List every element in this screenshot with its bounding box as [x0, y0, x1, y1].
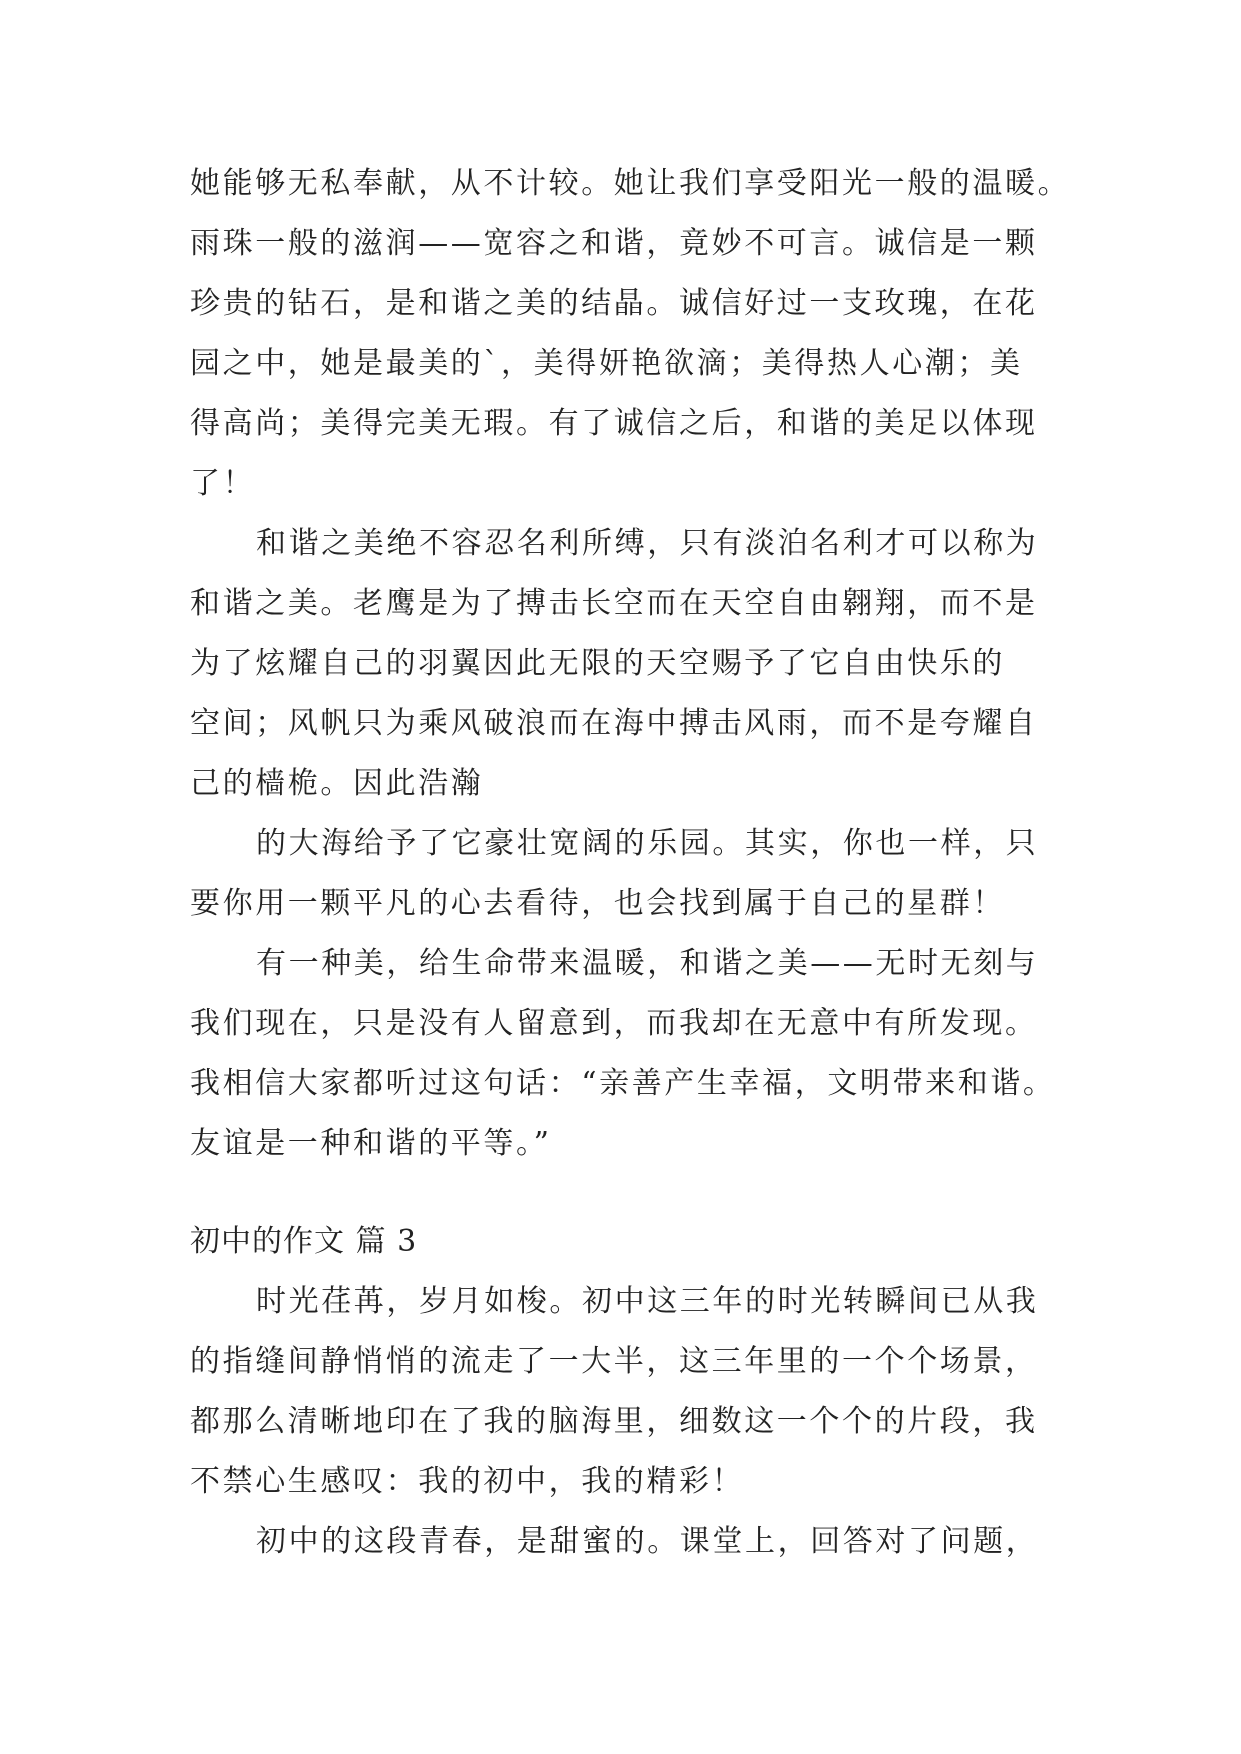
- text-line: 空间；风帆只为乘风破浪而在海中搏击风雨，而不是夸耀自: [190, 706, 1038, 741]
- paragraph-first-line: 的大海给予了它豪壮宽阔的乐园。其实，你也一样，只: [256, 826, 1039, 861]
- paragraph-first-line: 有一种美，给生命带来温暖，和谐之美——无时无刻与: [256, 946, 1039, 981]
- text-line: 为了炫耀自己的羽翼因此无限的天空赐予了它自由快乐的: [190, 646, 1005, 681]
- text-line: 了！: [190, 466, 256, 501]
- text-line: 珍贵的钻石，是和谐之美的结晶。诚信好过一支玫瑰，在花: [190, 286, 1038, 321]
- text-line: 己的樯桅。因此浩瀚: [190, 766, 484, 801]
- text-line: 她能够无私奉献，从不计较。她让我们享受阳光一般的温暖。: [190, 166, 1071, 201]
- paragraph-first-line: 和谐之美绝不容忍名利所缚，只有淡泊名利才可以称为: [256, 526, 1039, 561]
- text-line: 都那么清晰地印在了我的脑海里，细数这一个个的片段，我: [190, 1404, 1038, 1439]
- text-line: 园之中，她是最美的`，美得妍艳欲滴；美得热人心潮；美: [190, 346, 1023, 381]
- paragraph-first-line: 初中的这段青春，是甜蜜的。课堂上，回答对了问题，: [256, 1524, 1039, 1559]
- section-heading: 初中的作文 篇 3: [190, 1224, 418, 1259]
- text-line: 得高尚；美得完美无瑕。有了诚信之后，和谐的美足以体现: [190, 406, 1038, 441]
- text-line: 我相信大家都听过这句话：“亲善产生幸福，文明带来和谐。: [190, 1066, 1056, 1101]
- text-line: 雨珠一般的滋润——宽容之和谐，竟妙不可言。诚信是一颗: [190, 226, 1038, 261]
- text-line: 和谐之美。老鹰是为了搏击长空而在天空自由翱翔，而不是: [190, 586, 1038, 621]
- text-line: 要你用一颗平凡的心去看待，也会找到属于自己的星群！: [190, 886, 1005, 921]
- text-line: 不禁心生感叹：我的初中，我的精彩！: [190, 1464, 745, 1499]
- text-line: 我们现在，只是没有人留意到，而我却在无意中有所发现。: [190, 1006, 1038, 1041]
- paragraph-first-line: 时光荏苒，岁月如梭。初中这三年的时光转瞬间已从我: [256, 1284, 1039, 1319]
- text-line: 的指缝间静悄悄的流走了一大半，这三年里的一个个场景，: [190, 1344, 1038, 1379]
- text-line: 友谊是一种和谐的平等。”: [190, 1126, 552, 1161]
